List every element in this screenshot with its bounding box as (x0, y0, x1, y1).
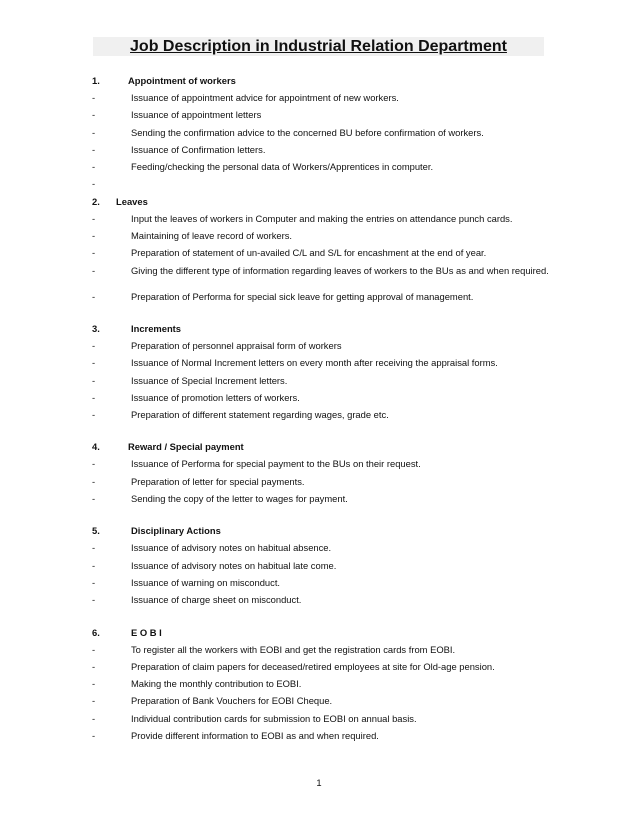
list-item-text: Issuance of Normal Increment letters on every month after receiving the appraisal forms. (131, 357, 498, 369)
list-item (92, 675, 562, 692)
bullet-dash: - (92, 178, 96, 190)
list-item (92, 490, 562, 507)
bullet-dash: - (92, 161, 96, 173)
list-item (92, 141, 562, 158)
list-item (92, 210, 562, 227)
section-2 (92, 193, 562, 320)
section-number: 6. (92, 626, 100, 638)
list-item (92, 658, 562, 675)
list-item-text: Input the leaves of workers in Computer and making the entries on attendance punch cards. (131, 212, 513, 224)
section-heading (92, 320, 562, 337)
list-item (92, 455, 562, 472)
section-title: Disciplinary Actions (131, 525, 221, 537)
bullet-dash: - (92, 458, 96, 470)
list-item (92, 227, 562, 244)
bullet-dash: - (92, 576, 96, 588)
bullet-dash: - (92, 92, 96, 103)
section-heading (92, 624, 562, 641)
bullet-dash: - (92, 542, 96, 554)
section-heading (92, 72, 562, 89)
section-heading (92, 522, 562, 539)
list-item-text: Making the monthly contribution to EOBI. (131, 678, 302, 690)
list-item-text: Sending the confirmation advice to the concerned BU before confirmation of workers. (131, 126, 484, 138)
section-title: Reward / Special payment (128, 441, 244, 453)
list-item-text: Preparation of Performa for special sick leave for getting approval of management. (131, 290, 474, 302)
list-item-text: Maintaining of leave record of workers. (131, 230, 293, 242)
section-3 (92, 320, 562, 438)
section-5 (92, 522, 562, 623)
list-item (92, 124, 562, 141)
list-item-text: Issuance of appointment letters (131, 109, 262, 121)
list-item-text: Issuance of advisory notes on habitual late come. (131, 559, 337, 571)
list-item (92, 354, 562, 371)
list-item (92, 473, 562, 490)
list-item-text: Issuance of appointment advice for appointment of new workers. (131, 92, 399, 103)
list-item-text: Preparation of personnel appraisal form of workers (131, 339, 342, 351)
bullet-dash: - (92, 374, 96, 386)
list-item-text: Giving the different type of information regarding leaves of workers to the BUs as and when required. (131, 264, 549, 276)
list-item (92, 389, 562, 406)
list-item-text: Issuance of charge sheet on misconduct. (131, 594, 302, 606)
section-title: Leaves (116, 195, 148, 207)
title-bar (93, 37, 544, 56)
list-item (92, 574, 562, 591)
list-item (92, 710, 562, 727)
list-item-text: Issuance of Special Increment letters. (131, 374, 288, 386)
list-item-text: Issuance of promotion letters of workers. (131, 391, 300, 403)
bullet-dash: - (92, 143, 96, 155)
list-item (92, 641, 562, 658)
bullet-dash: - (92, 643, 96, 655)
bullet-dash: - (92, 712, 96, 724)
bullet-dash: - (92, 695, 96, 707)
list-item (92, 244, 562, 261)
bullet-dash: - (92, 559, 96, 571)
section-number: 5. (92, 525, 100, 537)
bullet-dash: - (92, 290, 96, 302)
section-number: 2. (92, 195, 100, 207)
list-item-text: Preparation of statement of un-availed C/L and S/L for encashment at the end of year. (131, 247, 487, 259)
section-1 (92, 72, 562, 193)
bullet-dash: - (92, 660, 96, 672)
list-item-text: Preparation of claim papers for deceased/retired employees at site for Old-age pension. (131, 660, 495, 672)
list-item-text: Issuance of warning on misconduct. (131, 576, 281, 588)
list-item (92, 158, 562, 175)
section-number: 4. (92, 441, 100, 453)
list-item-text: Feeding/checking the personal data of Workers/Apprentices in computer. (131, 161, 434, 173)
section-heading (92, 438, 562, 455)
bullet-dash: - (92, 493, 96, 505)
list-item-text: Provide different information to EOBI as and when required. (131, 730, 379, 742)
section-title: E O B I (131, 626, 162, 638)
list-item-text: Issuance of Confirmation letters. (131, 143, 266, 155)
list-item-text: Preparation of letter for special payments. (131, 475, 305, 487)
list-item (92, 89, 562, 106)
section-title: Increments (131, 322, 182, 334)
page-number: 1 (316, 777, 322, 788)
bullet-dash: - (92, 730, 96, 742)
list-item-text: Individual contribution cards for submission to EOBI on annual basis. (131, 712, 417, 724)
bullet-dash: - (92, 391, 96, 403)
list-item (92, 262, 562, 288)
list-item (92, 591, 562, 608)
list-item (92, 288, 562, 305)
bullet-dash: - (92, 594, 96, 606)
list-item-text: To register all the workers with EOBI and get the registration cards from EOBI. (131, 643, 456, 655)
section-number: 3. (92, 322, 100, 334)
bullet-dash: - (92, 357, 96, 369)
list-item (92, 406, 562, 423)
section-heading (92, 193, 562, 210)
document-body (92, 72, 562, 744)
list-item-text: Preparation of different statement regarding wages, grade etc. (131, 409, 389, 421)
list-item (92, 337, 562, 354)
list-item (92, 175, 562, 192)
bullet-dash: - (92, 678, 96, 690)
list-item (92, 539, 562, 556)
bullet-dash: - (92, 247, 96, 259)
list-item-text: Issuance of advisory notes on habitual absence. (131, 542, 332, 554)
list-item (92, 557, 562, 574)
bullet-dash: - (92, 475, 96, 487)
section-6 (92, 624, 562, 745)
list-item-text: Sending the copy of the letter to wages for payment. (131, 493, 348, 505)
list-item-text: Issuance of Performa for special payment to the BUs on their request. (131, 458, 421, 470)
section-title: Appointment of workers (128, 75, 236, 86)
bullet-dash: - (92, 264, 96, 276)
list-item (92, 727, 562, 744)
bullet-dash: - (92, 126, 96, 138)
bullet-dash: - (92, 212, 96, 224)
page-title: Job Description in Industrial Relation Department (130, 38, 507, 55)
section-number: 1. (92, 75, 100, 86)
bullet-dash: - (92, 109, 96, 121)
list-item (92, 692, 562, 709)
section-4 (92, 438, 562, 522)
bullet-dash: - (92, 339, 96, 351)
bullet-dash: - (92, 409, 96, 421)
bullet-dash: - (92, 230, 96, 242)
list-item (92, 372, 562, 389)
list-item (92, 106, 562, 123)
list-item-text: Preparation of Bank Vouchers for EOBI Cheque. (131, 695, 333, 707)
